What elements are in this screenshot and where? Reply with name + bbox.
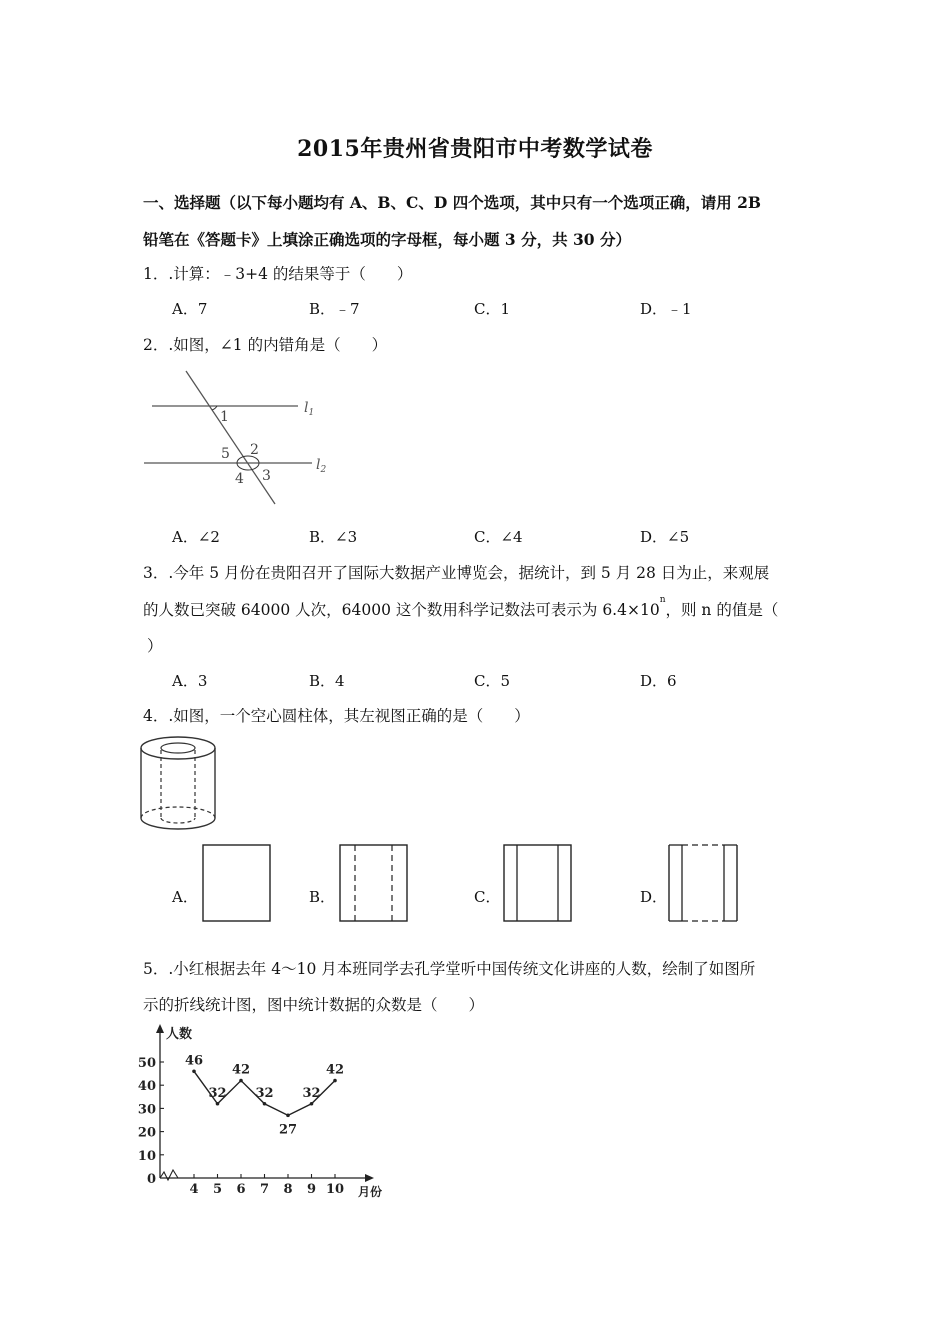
section-heading-line1: 一、选择题（以下每小题均有 A、B、C、D 四个选项，其中只有一个选项正确，请用 2B (143, 193, 761, 212)
x-tick-label: 8 (283, 1182, 293, 1197)
angle-label-5: 5 (221, 446, 230, 462)
y-tick-label: 30 (138, 1102, 156, 1118)
y-tick-label: 0 (146, 1172, 156, 1187)
data-label: 32 (255, 1085, 274, 1101)
q3-stem-line3: ） (147, 637, 163, 655)
q5-stem-line2: 示的折线统计图，图中统计数据的众数是（ ） (143, 996, 485, 1014)
q4-option-a-label: A． (172, 888, 198, 906)
q4-option-b-label: B． (309, 888, 336, 906)
q3-option-d: D．6 (640, 672, 677, 690)
q4-option-a-figure (202, 844, 272, 923)
x-tick-label: 4 (189, 1182, 199, 1197)
transversal-line (186, 371, 275, 504)
q1-option-d: D．﹣1 (640, 300, 692, 318)
angle-label-4: 4 (235, 471, 244, 487)
q3-line2-tail: ，则 n 的值是（ (665, 601, 779, 619)
data-point (239, 1079, 243, 1083)
line-label-l1: $l_1$ (304, 400, 315, 418)
x-tick-label: 9 (306, 1182, 317, 1197)
q4-option-c-figure (503, 844, 573, 923)
q2-option-a: A．∠2 (172, 528, 220, 546)
data-label: 42 (231, 1062, 251, 1078)
data-label: 46 (184, 1053, 204, 1069)
q3-option-c: C．5 (474, 672, 511, 690)
x-tick-label: 5 (212, 1182, 223, 1197)
x-tick-label: 6 (236, 1182, 246, 1197)
q4-option-d-label: D． (640, 888, 668, 906)
y-tick-label: 10 (138, 1148, 156, 1164)
y-tick-label: 50 (138, 1056, 156, 1071)
data-label: 32 (208, 1085, 227, 1101)
page-title: 2015年贵州省贵阳市中考数学试卷 (297, 136, 653, 162)
q1-stem: 1．.计算：﹣3+4 的结果等于（ ） (143, 265, 413, 283)
data-point (286, 1114, 290, 1118)
data-point (333, 1079, 337, 1083)
q2-option-c: C．∠4 (474, 528, 523, 546)
data-point (216, 1102, 220, 1106)
q2-option-b: B．∠3 (309, 528, 358, 546)
line-label-l2: $l_2$ (316, 457, 327, 475)
q3-stem-line1: 3．.今年 5 月份在贵阳召开了国际大数据产业博览会，据统计，到 5 月 28 日为止，来观展 (143, 564, 770, 582)
q3-option-b: B．4 (309, 672, 345, 690)
q2-option-d: D．∠5 (640, 528, 690, 546)
q2-stem: 2．.如图，∠1 的内错角是（ ） (143, 336, 388, 354)
angle-label-1: 1 (220, 409, 229, 425)
y-axis-label: 人数 (166, 1027, 193, 1042)
q1-option-a: A．7 (172, 300, 208, 318)
q4-hollow-cylinder-figure (138, 732, 220, 834)
q4-option-d-figure (668, 844, 740, 923)
data-label: 27 (278, 1122, 298, 1138)
data-point (192, 1069, 196, 1073)
data-point (263, 1102, 267, 1106)
q3-option-a: A．3 (172, 672, 208, 690)
x-tick-label: 10 (325, 1182, 345, 1197)
q3-exponent: n (659, 595, 666, 605)
q1-option-c: C．1 (474, 300, 511, 318)
y-tick-label: 20 (138, 1125, 156, 1141)
chart-series (185, 1053, 344, 1137)
q3-stem-line2 (143, 595, 779, 620)
y-axis-arrow (156, 1024, 164, 1033)
data-label: 32 (302, 1085, 321, 1101)
q1-option-b: B．﹣7 (309, 300, 360, 318)
q4-option-c-label: C． (474, 888, 501, 906)
data-point (310, 1102, 314, 1106)
angle-label-2: 2 (250, 442, 259, 458)
q5-line-chart (138, 1024, 398, 1204)
angle-label-3: 3 (262, 468, 271, 484)
data-label: 42 (325, 1062, 345, 1078)
q2-parallel-lines-figure (140, 366, 340, 511)
x-axis-arrow (365, 1174, 374, 1182)
q3-line2-text: 的人数已突破 64000 人次，64000 这个数用科学记数法可表示为 6.4×10 (143, 601, 660, 619)
q4-option-b-figure (339, 844, 409, 923)
q4-stem: 4．.如图，一个空心圆柱体，其左视图正确的是（ ） (143, 707, 530, 725)
x-tick-label: 7 (259, 1182, 270, 1197)
y-tick-label: 40 (138, 1079, 156, 1095)
section-heading-line2: 铅笔在《答题卡》上填涂正确选项的字母框，每小题 3 分，共 30 分） (143, 230, 631, 249)
q5-stem-line1: 5．.小红根据去年 4～10 月本班同学去孔学堂听中国传统文化讲座的人数，绘制了如图所 (143, 960, 756, 978)
x-axis-label: 月份 (358, 1185, 383, 1199)
